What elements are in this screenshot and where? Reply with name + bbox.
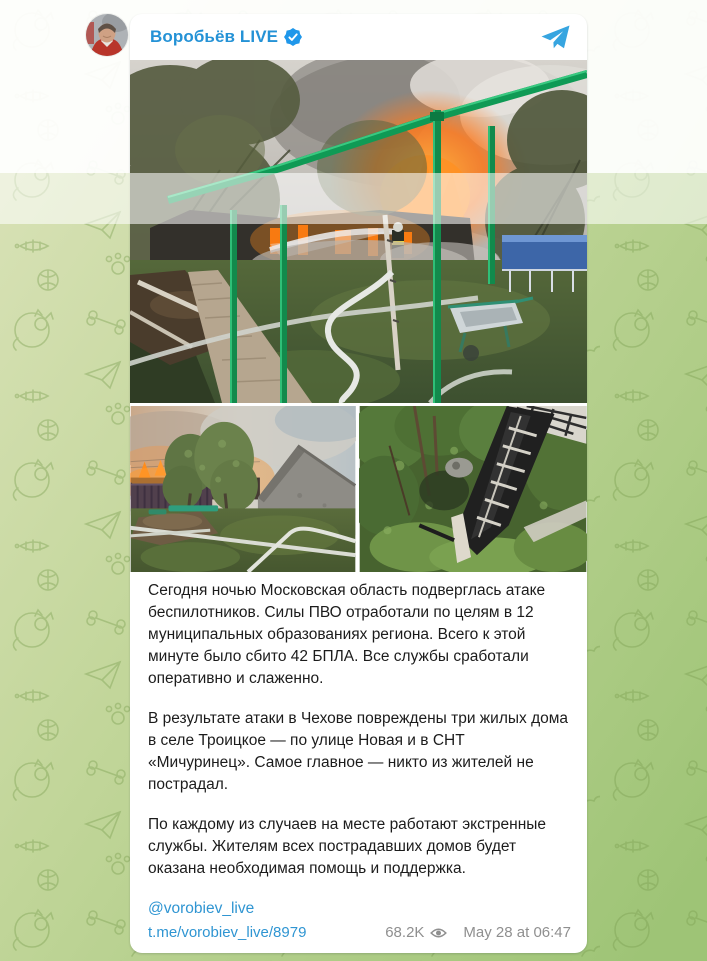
drone-wreckage-in-bushes-photo[interactable]: [359, 406, 587, 572]
channel-mention-link[interactable]: @vorobiev_live: [148, 900, 255, 917]
photo-grid-row: [130, 406, 587, 572]
channel-name[interactable]: Воробьёв LIVE: [150, 27, 279, 46]
paragraph: По каждому из случаев на месте работают экстренные службы. Жителям всех пострадавших домов будет оказана необходимая помощь и поддержка.: [148, 816, 547, 877]
views-count: 68.2K: [385, 924, 425, 941]
post-permalink[interactable]: t.me/vorobiev_live/8979: [148, 924, 307, 941]
avatar[interactable]: [86, 14, 128, 56]
burning-houses-smoke-yard-photo[interactable]: [130, 406, 356, 572]
post-meta: [385, 924, 571, 941]
telegram-plane-icon[interactable]: [540, 24, 571, 51]
paragraph: Сегодня ночью Московская область подверглась атаке беспилотников. Силы ПВО отработали по целям в 12 муниципальных образованиях региона. Всего к этой минуте было сбито 42 БПЛА. Все службы сработали оперативно и слаженно.: [148, 582, 546, 687]
post-text: [130, 572, 587, 920]
paragraph: В результате атаки в Чехове повреждены три жилых дома в селе Троицкое — по улице Новая и в СНТ «Мичуринец». Самое главное — никто из жителей не пострадал.: [148, 710, 569, 793]
post-date: May 28 at 06:47: [463, 924, 571, 941]
verified-badge-icon: [284, 28, 302, 46]
post-header: [130, 14, 587, 60]
eye-icon: [430, 927, 447, 939]
post-footer: [130, 920, 587, 953]
burning-house-garden-fire-photo[interactable]: [130, 60, 587, 403]
post-bubble: [130, 14, 587, 953]
